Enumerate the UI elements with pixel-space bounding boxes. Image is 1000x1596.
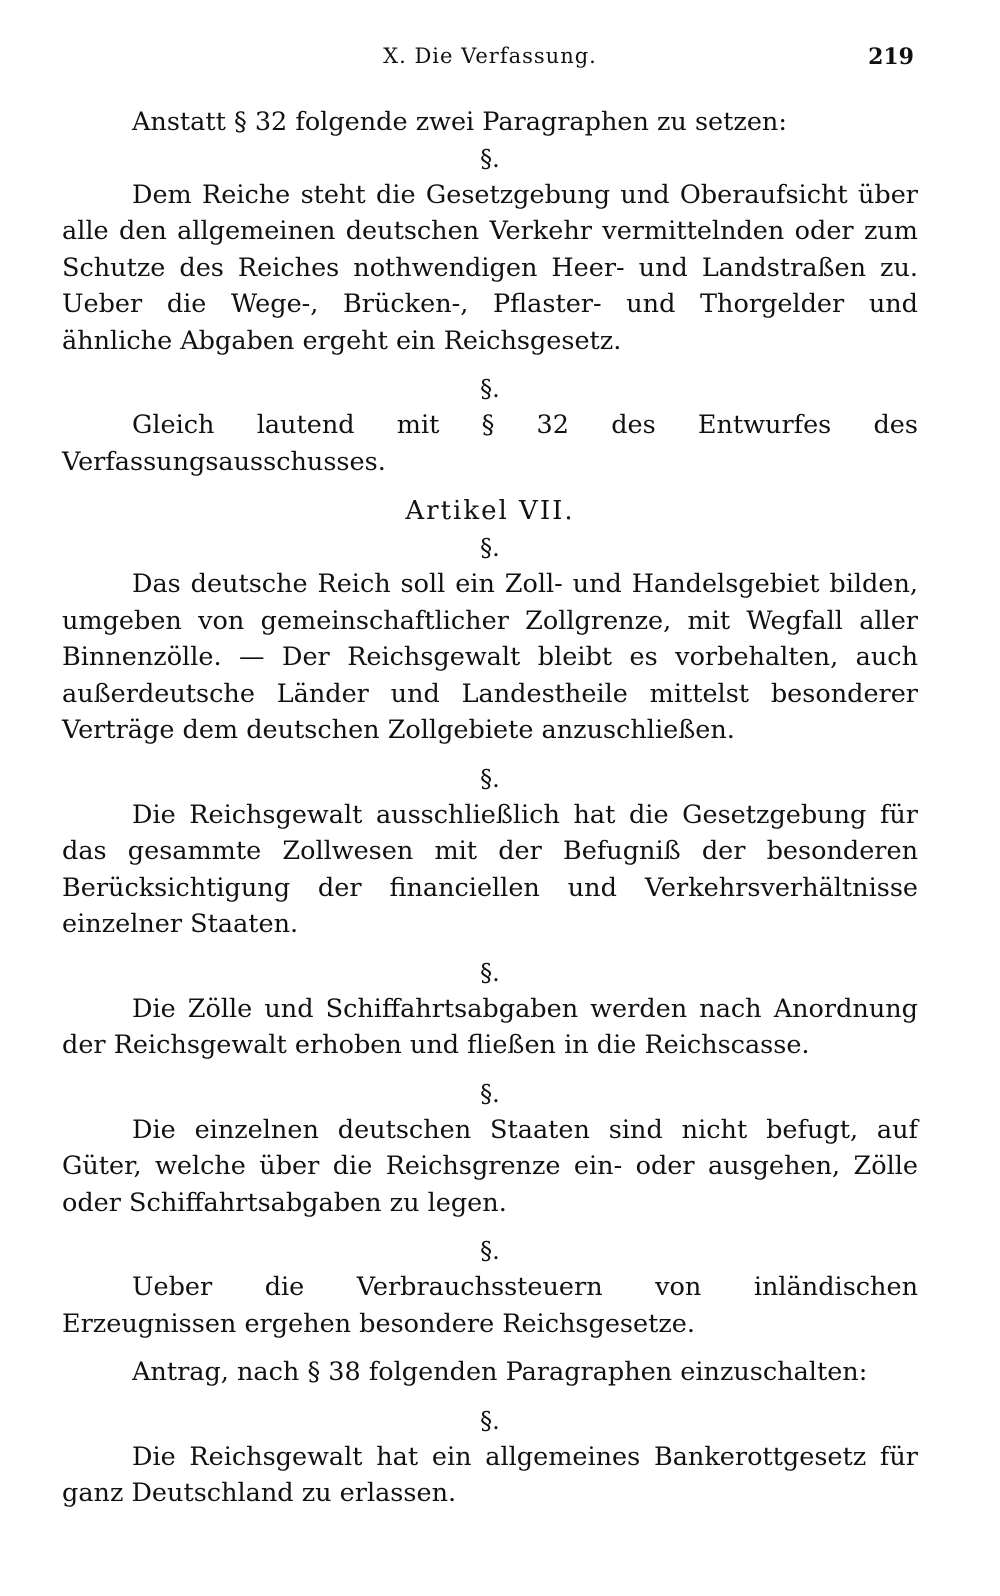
section-mark: §. [480, 144, 500, 173]
paragraph-reference: Gleich lautend mit § 32 des Entwurfes des Verfassungsausschusses. [62, 410, 918, 477]
section-mark: §. [480, 534, 500, 562]
section-mark: §. [480, 1406, 500, 1435]
section-mark: §. [480, 764, 500, 793]
motion-paragraph: Antrag, nach § 38 folgenden Paragraphen einzuschalten: [132, 1357, 868, 1387]
section-mark: §. [480, 375, 500, 403]
paragraph-customs-legislation: Die Reichsgewalt ausschließlich hat die Gesetzgebung für das gesammte Zollwesen mit der Befugniß der besonderen Berücksichtigung der financiellen und Verkehrsverhältnisse einzelner Staaten. [62, 799, 918, 939]
page-body [62, 104, 918, 1512]
paragraph-roads: Dem Reiche steht die Gesetzgebung und Oberaufsicht über alle den allgemeinen deutschen Verkehr vermittelnden oder zum Schutze des Reiches nothwendigen Heer- und Landstraßen zu. Ueber die Wege-, Brücken-, Pflaster- und Thorgelder und ähnliche Abgaben ergeht ein Reichsgesetz. [62, 179, 918, 356]
section-mark: §. [480, 958, 500, 987]
paragraph-state-restriction: Die einzelnen deutschen Staaten sind nicht befugt, auf Güter, welche über die Reichsgrenze ein- oder ausgehen, Zölle oder Schiffahrtsabgaben zu legen. [62, 1114, 918, 1218]
running-header [60, 44, 920, 78]
section-mark: §. [480, 1237, 500, 1265]
chapter-title: X. Die Verfassung. [383, 44, 597, 68]
paragraph-excise-taxes: Ueber die Verbrauchssteuern von inländischen Erzeugnissen ergehen besondere Reichsgesetze. [62, 1272, 918, 1339]
paragraph-bankruptcy-law: Die Reichsgewalt hat ein allgemeines Bankerottgesetz für ganz Deutschland zu erlassen. [62, 1441, 918, 1508]
page-number: 219 [868, 44, 914, 70]
instruction-paragraph: Anstatt § 32 folgende zwei Paragraphen zu setzen: [132, 107, 787, 137]
paragraph-customs-territory: Das deutsche Reich soll ein Zoll- und Handelsgebiet bilden, umgeben von gemeinschaftlicher Zollgrenze, mit Wegfall aller Binnenzölle. — Der Reichsgewalt bleibt es vorbehalten, auch außerdeutsche Länder und Landestheile mittelst besonderer Verträge dem deutschen Zollgebiete anzuschließen. [62, 569, 918, 745]
paragraph-duties-collection: Die Zölle und Schiffahrtsabgaben werden nach Anordnung der Reichsgewalt erhoben und fließen in die Reichscasse. [62, 993, 918, 1060]
section-mark: §. [480, 1079, 500, 1108]
article-heading: Artikel VII. [405, 496, 575, 526]
